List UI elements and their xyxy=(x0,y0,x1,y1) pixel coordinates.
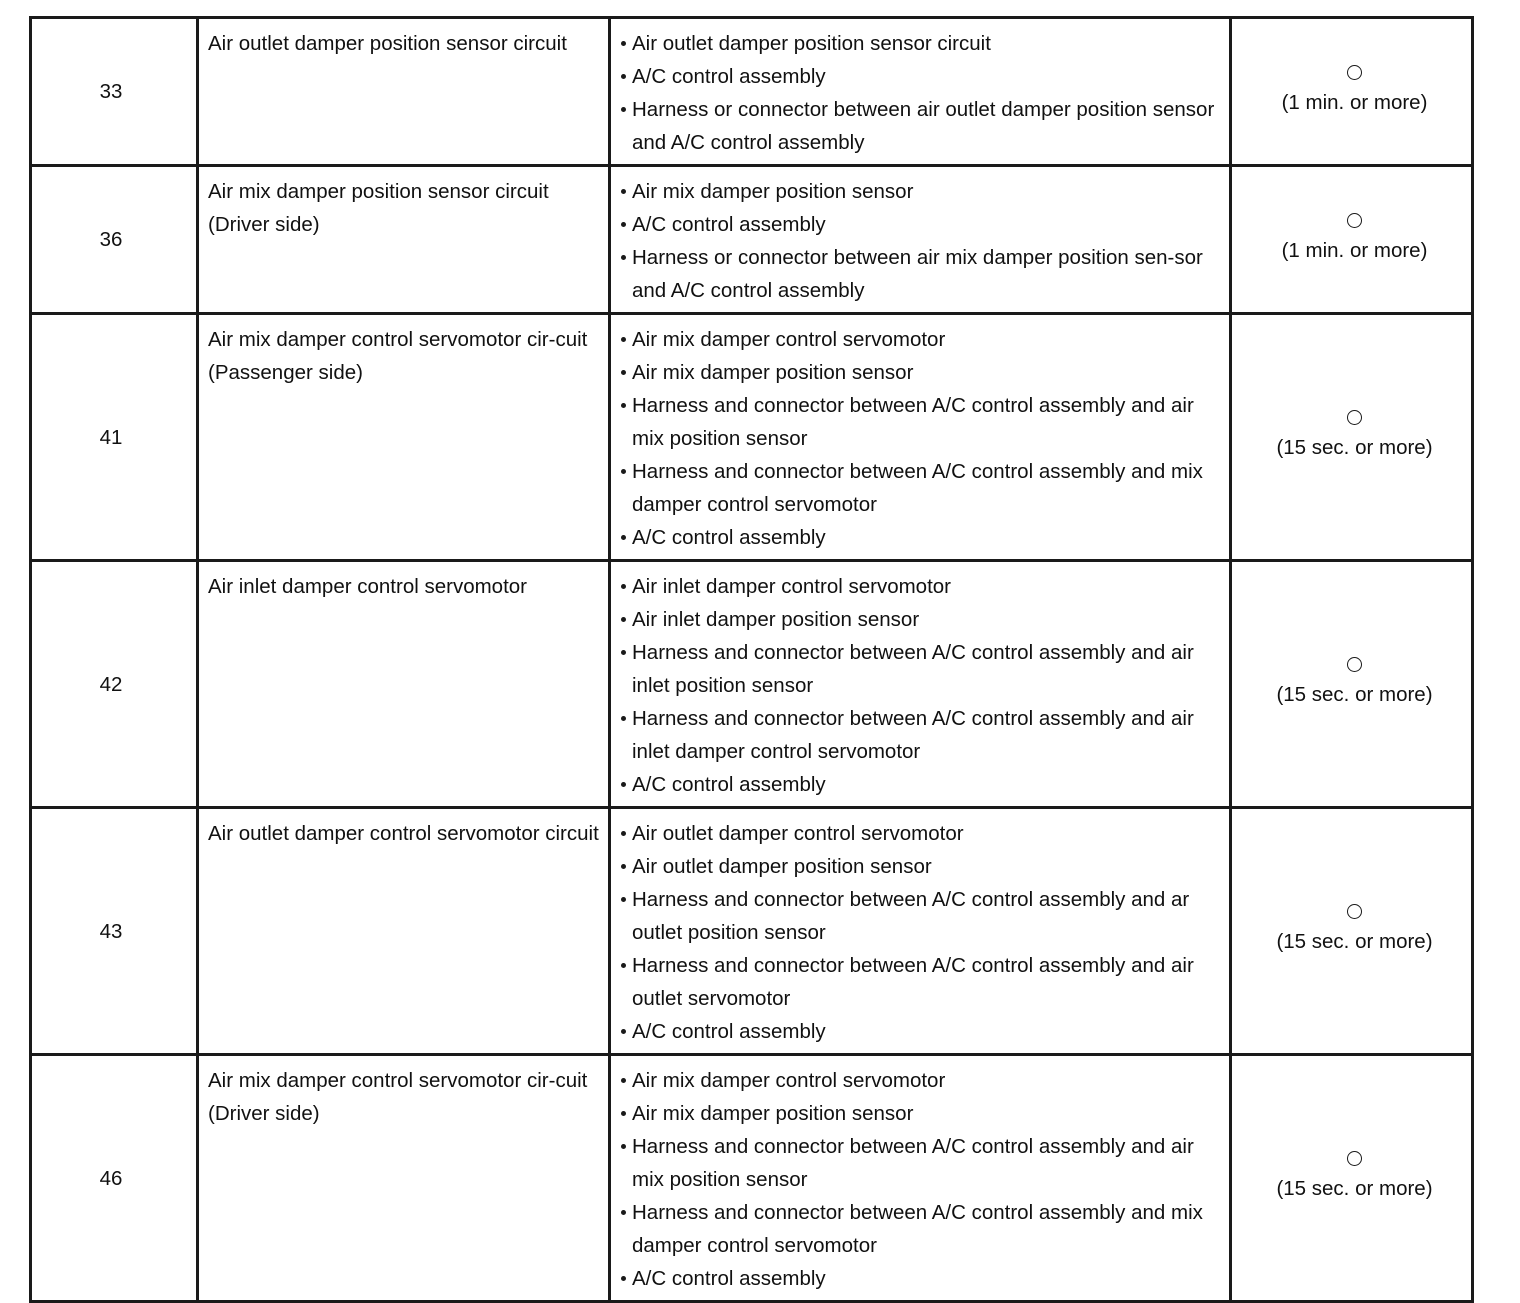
trouble-area-list xyxy=(620,27,1219,159)
diagnostic-code-table xyxy=(29,16,1474,1303)
detection-item: Air mix damper control servomotor cir-cuit (Passenger side) xyxy=(198,314,610,561)
list-item: Air mix damper position sensor xyxy=(620,356,1219,389)
list-item: Air outlet damper position sensor xyxy=(620,850,1219,883)
trouble-area-list xyxy=(620,1064,1219,1295)
list-item: Air inlet damper control servomotor xyxy=(620,570,1219,603)
list-item: Harness and connector between A/C control assembly and air mix position sensor xyxy=(620,389,1219,455)
memory-cell xyxy=(1231,18,1473,166)
trouble-area-list xyxy=(620,175,1219,307)
list-item: Harness and connector between A/C control assembly and mix damper control servomotor xyxy=(620,455,1219,521)
memory-circle-icon xyxy=(1347,65,1362,80)
list-item: Air mix damper control servomotor xyxy=(620,323,1219,356)
detection-item: Air outlet damper control servomotor circuit xyxy=(198,808,610,1055)
dtc-code: 33 xyxy=(31,18,198,166)
table-row xyxy=(31,18,1473,166)
detection-item: Air inlet damper control servomotor xyxy=(198,561,610,808)
list-item: A/C control assembly xyxy=(620,768,1219,801)
list-item: Harness and connector between A/C control assembly and mix damper control servomotor xyxy=(620,1196,1219,1262)
memory-cell xyxy=(1231,314,1473,561)
memory-cell xyxy=(1231,561,1473,808)
detection-item: Air mix damper position sensor circuit (Driver side) xyxy=(198,166,610,314)
dtc-code: 43 xyxy=(31,808,198,1055)
memory-circle-icon xyxy=(1347,410,1362,425)
memory-note: (1 min. or more) xyxy=(1281,238,1428,262)
list-item: Air mix damper position sensor xyxy=(620,1097,1219,1130)
trouble-area-list xyxy=(620,817,1219,1048)
memory-cell xyxy=(1231,166,1473,314)
memory-circle-icon xyxy=(1347,904,1362,919)
list-item: A/C control assembly xyxy=(620,208,1219,241)
list-item: A/C control assembly xyxy=(620,1262,1219,1295)
dtc-code: 42 xyxy=(31,561,198,808)
list-item: Harness or connector between air outlet damper position sensor and A/C control assembly xyxy=(620,93,1219,159)
list-item: A/C control assembly xyxy=(620,1015,1219,1048)
dtc-code: 41 xyxy=(31,314,198,561)
memory-note: (15 sec. or more) xyxy=(1276,930,1433,953)
trouble-area-cell xyxy=(610,1055,1231,1302)
memory-circle-icon xyxy=(1347,657,1362,672)
list-item: Harness and connector between A/C control assembly and ar outlet position sensor xyxy=(620,883,1219,949)
detection-item: Air outlet damper position sensor circuit xyxy=(198,18,610,166)
list-item: Harness and connector between A/C control assembly and air inlet position sensor xyxy=(620,636,1219,702)
trouble-area-cell xyxy=(610,561,1231,808)
memory-note: (15 sec. or more) xyxy=(1276,436,1433,459)
memory-circle-icon xyxy=(1347,1151,1362,1166)
list-item: Harness and connector between A/C control assembly and air inlet damper control servomotor xyxy=(620,702,1219,768)
list-item: A/C control assembly xyxy=(620,521,1219,554)
table-row xyxy=(31,808,1473,1055)
table-row xyxy=(31,561,1473,808)
list-item: Air mix damper control servomotor xyxy=(620,1064,1219,1097)
list-item: Harness and connector between A/C control assembly and air outlet servomotor xyxy=(620,949,1219,1015)
list-item: Harness and connector between A/C control assembly and air mix position sensor xyxy=(620,1130,1219,1196)
memory-circle-icon xyxy=(1347,213,1362,228)
table-row xyxy=(31,1055,1473,1302)
dtc-code: 46 xyxy=(31,1055,198,1302)
trouble-area-cell xyxy=(610,808,1231,1055)
list-item: Air mix damper position sensor xyxy=(620,175,1219,208)
list-item: Air inlet damper position sensor xyxy=(620,603,1219,636)
memory-note: (1 min. or more) xyxy=(1281,90,1428,114)
table-row xyxy=(31,314,1473,561)
memory-note: (15 sec. or more) xyxy=(1276,683,1433,706)
list-item: Air outlet damper position sensor circuit xyxy=(620,27,1219,60)
trouble-area-cell xyxy=(610,166,1231,314)
memory-cell xyxy=(1231,808,1473,1055)
trouble-area-cell xyxy=(610,314,1231,561)
list-item: Air outlet damper control servomotor xyxy=(620,817,1219,850)
detection-item: Air mix damper control servomotor cir-cuit (Driver side) xyxy=(198,1055,610,1302)
list-item: Harness or connector between air mix damper position sen-sor and A/C control assembly xyxy=(620,241,1219,307)
trouble-area-list xyxy=(620,570,1219,801)
list-item: A/C control assembly xyxy=(620,60,1219,93)
memory-cell xyxy=(1231,1055,1473,1302)
memory-note: (15 sec. or more) xyxy=(1276,1177,1433,1200)
table-row xyxy=(31,166,1473,314)
trouble-area-list xyxy=(620,323,1219,554)
dtc-code: 36 xyxy=(31,166,198,314)
trouble-area-cell xyxy=(610,18,1231,166)
